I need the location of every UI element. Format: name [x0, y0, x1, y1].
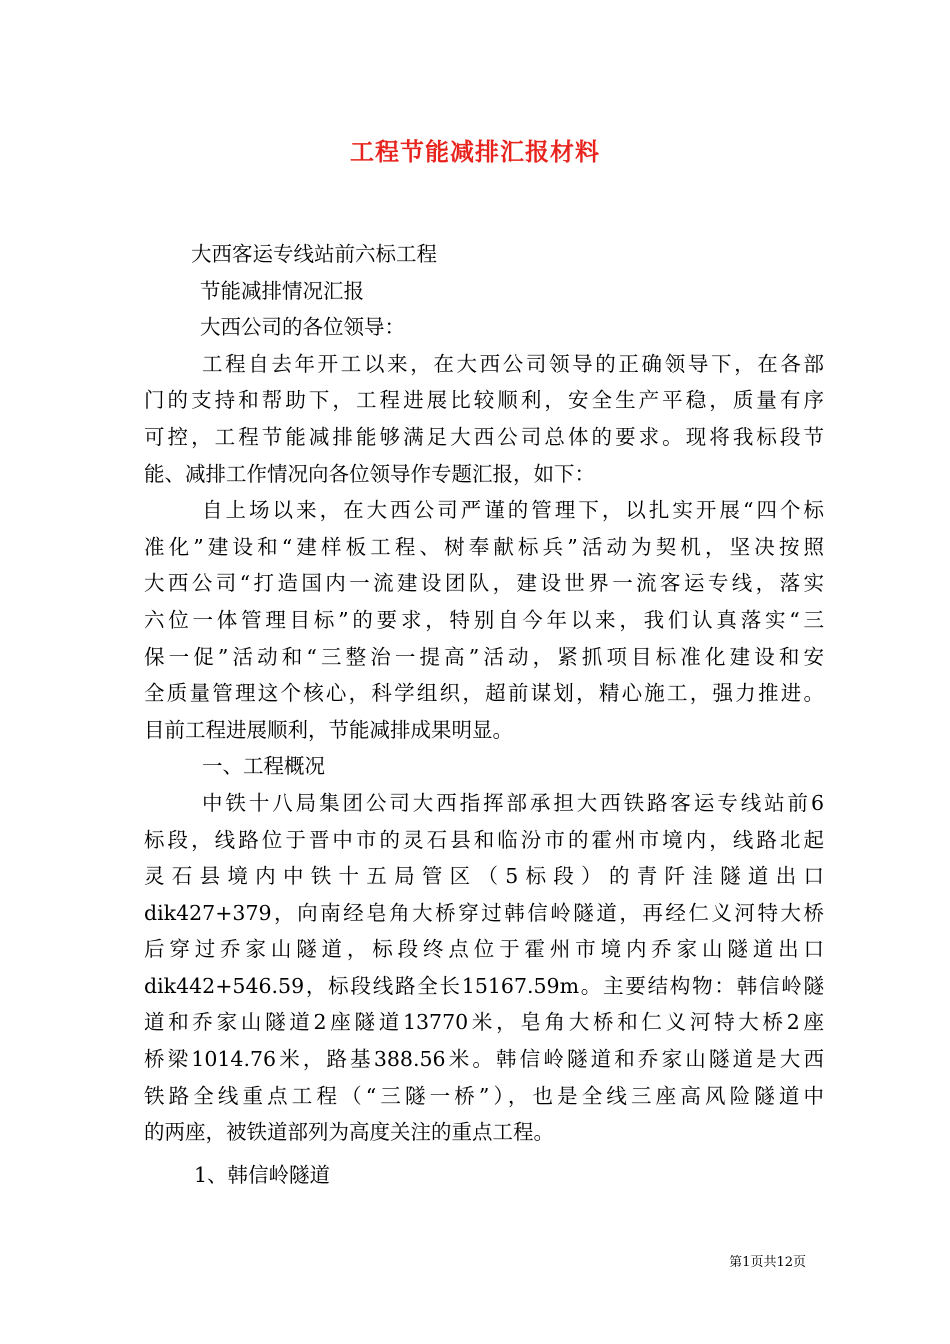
section-heading: 一、工程概况	[202, 754, 325, 779]
paragraph-line: 工程自去年开工以来，在大西公司领导的正确领导下，在各部	[202, 351, 824, 376]
paragraph-line: 自上场以来，在大西公司严谨的管理下，以扎实开展“四个标	[202, 498, 824, 523]
document-body	[144, 236, 824, 1193]
salutation-line: 大西公司的各位领导：	[200, 315, 405, 340]
subsection-heading: 1、韩信岭隧道	[194, 1162, 331, 1187]
page-number: 第1页共12页	[729, 1255, 806, 1270]
paragraph-line: 可控，工程节能减排能够满足大西公司总体的要求。现将我标段节	[144, 424, 824, 449]
paragraph-line: 铁路全线重点工程（“三隧一桥”），也是全线三座高风险隧道中	[144, 1083, 824, 1108]
paragraph-line: 的两座，被铁道部列为高度关注的重点工程。	[144, 1120, 554, 1145]
paragraph-line: 后穿过乔家山隧道，标段终点位于霍州市境内乔家山隧道出口	[144, 937, 824, 962]
paragraph-line: 全质量管理这个核心，科学组织，超前谋划，精心施工，强力推进。	[144, 681, 824, 706]
paragraph-line: 桥梁1014.76米，路基388.56米。韩信岭隧道和乔家山隧道是大西	[144, 1047, 824, 1072]
paragraph-line: 门的支持和帮助下，工程进展比较顺利，安全生产平稳，质量有序	[144, 388, 824, 413]
paragraph-line: 目前工程进展顺利，节能减排成果明显。	[144, 717, 513, 742]
report-subtitle-line: 节能减排情况汇报	[200, 278, 364, 303]
paragraph-line: dik427+379，向南经皂角大桥穿过韩信岭隧道，再经仁义河特大桥	[144, 900, 824, 925]
paragraph-line: dik442+546.59，标段线路全长15167.59m。主要结构物：韩信岭隧	[144, 973, 824, 998]
paragraph-line: 大西公司“打造国内一流建设团队，建设世界一流客运专线，落实	[144, 571, 824, 596]
project-name-line: 大西客运专线站前六标工程	[191, 242, 437, 266]
paragraph-line: 能、减排工作情况向各位领导作专题汇报，如下：	[144, 461, 595, 486]
paragraph-line: 道和乔家山隧道2座隧道13770米，皂角大桥和仁义河特大桥2座	[144, 1010, 824, 1035]
page-title: 工程节能减排汇报材料	[350, 137, 600, 166]
paragraph-line: 中铁十八局集团公司大西指挥部承担大西铁路客运专线站前6	[202, 790, 824, 815]
paragraph-line: 灵石县境内中铁十五局管区（5标段）的青阡洼隧道出口	[144, 864, 824, 889]
paragraph-line: 标段，线路位于晋中市的灵石县和临汾市的霍州市境内，线路北起	[144, 827, 824, 852]
paragraph-line: 准化”建设和“建样板工程、树奉献标兵”活动为契机，坚决按照	[144, 534, 824, 559]
paragraph-line: 六位一体管理目标”的要求，特别自今年以来，我们认真落实“三	[144, 607, 824, 632]
paragraph-line: 保一促”活动和“三整治一提高”活动，紧抓项目标准化建设和安	[144, 644, 824, 669]
